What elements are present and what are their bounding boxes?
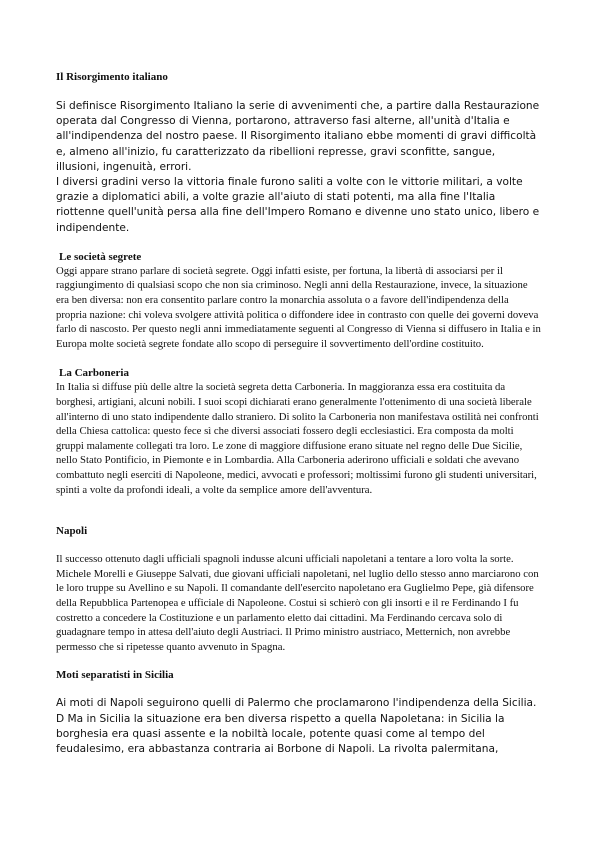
section-text-carboneria: In Italia si diffuse più delle altre la società segreta detta Carboneria. In maggioranza essa era costituita da borghesi, artigiani, alcuni nobili. I suoi scopi dichiarati erano generalmente l'ottenimento di una società liberale all'interno di uno stato indipendente dallo straniero. Di solito la Carboneria non manifestava ostilità nei confronti della Chiesa cattolica: questo fece sì che diversi associati fossero degli ecclesiastici. Era composta da molti gruppi malamente collegati tra loro. Le zone di maggiore diffusione erano situate nel regno delle Due Sicilie, nello Stato Pontificio, in Piemonte e in Lombardia. Alla Carboneria aderirono ufficiali e soldati che avevano combattuto negli eserciti di Napoleone, medici, avvocati e professori; moltissimi furono gli studenti universitari, spinti a volte da profondi ideali, a volte da semplice amore dell'avventura. [56, 381, 539, 496]
intro-paragraph-1: Si definisce Risorgimento Italiano la serie di avvenimenti che, a partire dalla Restaurazione operata dal Congresso di Vienna, portarono, attraverso fasi alterne, all'unità d'Italia e all'indipendenza del nostro paese. Il Risorgimento italiano ebbe momenti di gravi difficoltà e, almeno all'inizio, fu caratterizzato da ribellioni represse, gravi sconfitte, sangue, illusioni, ingenuità, errori. [56, 100, 540, 173]
section-text-moti-sicilia: Ai moti di Napoli seguirono quelli di Palermo che proclamarono l'indipendenza della Sicilia. D Ma in Sicilia la situazione era ben diversa rispetto a quella Napoletana: in Sicilia la borghesia era quasi assente e la nobiltà locale, potente quasi come al tempo del feudalesimo, era abbastanza contraria ai Borbone di Napoli. La rivolta palermitana, [56, 697, 537, 755]
intro-paragraph-2: I diversi gradini verso la vittoria finale furono saliti a volte con le vittorie militari, a volte grazie a diplomatici abili, a volte grazie all'aiuto di stati potenti, ma alla fine l'Italia riottenne quell'unità persa alla fine dell'Impero Romano e divenne uno stato unico, libero e indipendente. [56, 176, 540, 234]
section-text-societa-segrete: Oggi appare strano parlare di società segrete. Oggi infatti esiste, per fortuna, la libertà di associarsi per il raggiungimento di qualsiasi scopo che non sia criminoso. Negli anni della Restaurazione, invece, la situazione era ben diversa: non era consentito parlare contro la monarchia assoluta o a favore dell'indipendenza della propria nazione: chi voleva svolgere attività politica o diffondere idee in contrasto con quelle dei governi doveva farlo di nascosto. Per questo negli anni immediatamente seguenti al Congresso di Vienna si diffusero in Italia e in Europa molte società segrete fondate allo scopo di perseguire il sovvertimento dell'ordine costituito. [56, 264, 541, 350]
document-title: Il Risorgimento italiano [56, 71, 168, 83]
section-heading-societa-segrete: Le società segrete [59, 250, 142, 263]
section-heading-moti-sicilia: Moti separatisti in Sicilia [56, 669, 174, 682]
document-body [56, 70, 542, 757]
section-text-napoli: Il successo ottenuto dagli ufficiali spagnoli indusse alcuni ufficiali napoletani a tentare a loro volta la sorte. Michele Morelli e Giuseppe Salvati, due giovani ufficiali napoletani, nel luglio dello stesso anno marciarono con le loro truppe su Avellino e su Napoli. Il comandante dell'esercito napoletano era Guglielmo Pepe, già difensore della Repubblica Partenopea e ufficiale di Napoleone. Costui si schierò con gli insorti e il re Ferdinando I fu costretto a concedere la Costituzione e un parlamento eletto dai cittadini. Ma Ferdinando cercava solo di guadagnare tempo in attesa dell'aiuto degli Austriaci. Il Primo ministro austriaco, Metternich, non avrebbe permesso che si ripetesse quanto avvenuto in Spagna. [56, 553, 539, 653]
section-heading-carboneria: La Carboneria [59, 367, 129, 380]
section-heading-napoli: Napoli [56, 525, 88, 538]
